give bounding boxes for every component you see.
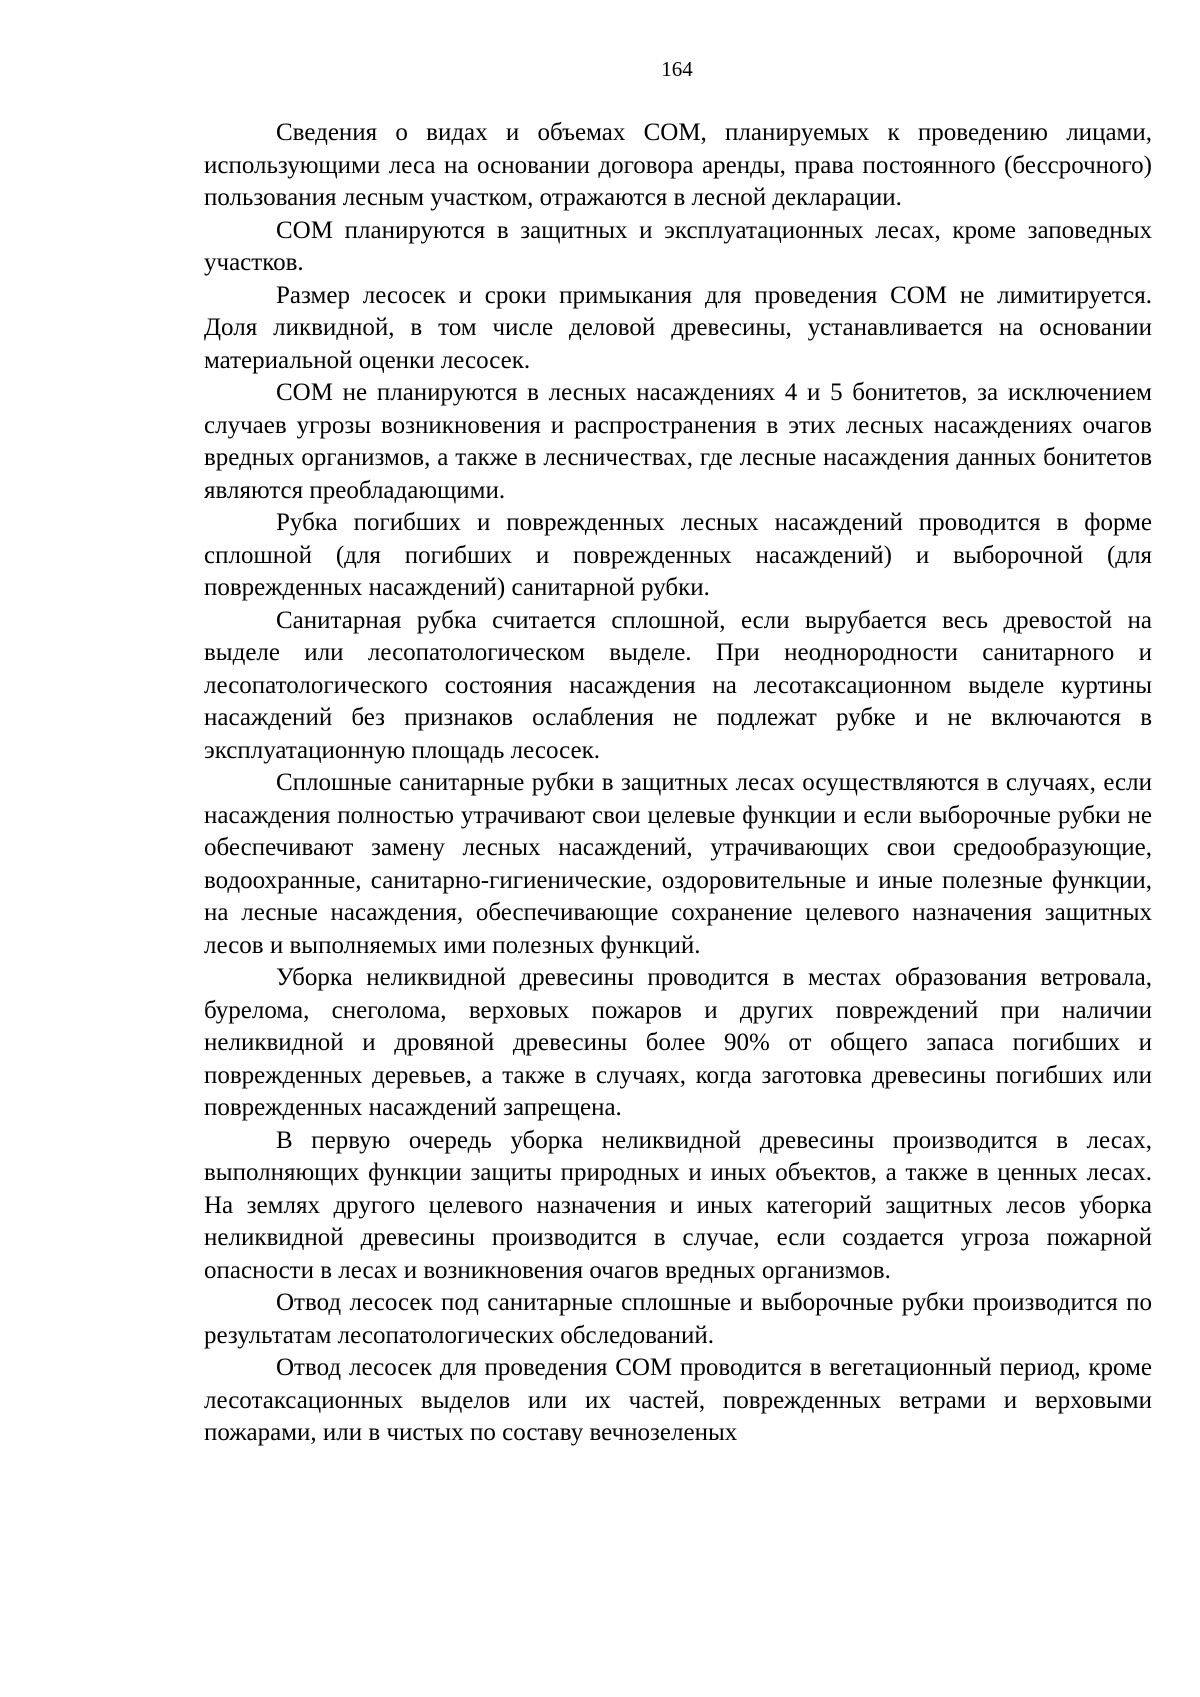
paragraph: СОМ планируются в защитных и эксплуатационных лесах, кроме заповедных участков. (204, 216, 1152, 276)
paragraph-continued: Отвод лесосек для проведения СОМ проводится в вегетационный период, кроме лесотаксационных выделов или их частей, поврежденных ветрами и верховыми пожарами, или в чистых по составу вечнозеленых (204, 1354, 1152, 1446)
paragraph: Санитарная рубка считается сплошной, если вырубается весь древостой на выделе или лесопатологическом выделе. При неоднородности санитарного и лесопатологического состояния насаждения на лесотаксационном выделе куртины насаждений без признаков ослабления не подлежат рубке и не включаются в эксплуатационную площадь лесосек. (204, 606, 1152, 764)
paragraph: Рубка погибших и поврежденных лесных насаждений проводится в форме сплошной (для погибших и поврежденных насаждений) и выборочной (для поврежденных насаждений) санитарной рубки. (204, 509, 1152, 601)
paragraph: Размер лесосек и сроки примыкания для проведения СОМ не лимитируется. Доля ликвидной, в том числе деловой древесины, устанавливается на основании материальной оценки лесосек. (204, 281, 1152, 374)
paragraph: Отвод лесосек под санитарные сплошные и выборочные рубки производится по результатам лесопатологических обследований. (204, 1289, 1152, 1349)
page-number: 164 (661, 57, 693, 81)
paragraph: Уборка неликвидной древесины проводится в местах образования ветровала, бурелома, снеголома, верховых пожаров и других повреждений при наличии неликвидной и дровяной древесины более 90% от общего запаса погибших и поврежденных деревьев, а также в случаях, когда заготовка древесины погибших или поврежденных насаждений запрещена. (204, 964, 1152, 1121)
body-text (204, 117, 1152, 1450)
paragraph: Сплошные санитарные рубки в защитных лесах осуществляются в случаях, если насаждения полностью утрачивают свои целевые функции и если выборочные рубки не обеспечивают замену лесных насаждений, утрачивающих свои средообразующие, водоохранные, санитарно-гигиенические, оздоровительные и иные полезные функции, на лесные насаждения, обеспечивающие сохранение целевого назначения защитных лесов и выполняемых ими полезных функций. (204, 769, 1152, 959)
paragraph: В первую очередь уборка неликвидной древесины производится в лесах, выполняющих функции защиты природных и иных объектов, а также в ценных лесах. На землях другого целевого назначения и иных категорий защитных лесов уборка неликвидной древесины производится в случае, если создается угроза пожарной опасности в лесах и возникновения очагов вредных организмов. (204, 1126, 1152, 1284)
paragraph: Сведения о видах и объемах СОМ, планируемых к проведению лицами, использующими леса на основании договора аренды, права постоянного (бессрочного) пользования лесным участком, отражаются в лесной декларации. (204, 119, 1152, 211)
paragraph: СОМ не планируются в лесных насаждениях 4 и 5 бонитетов, за исключением случаев угрозы возникновения и распространения в этих лесных насаждениях очагов вредных организмов, а также в лесничествах, где лесные насаждения данных бонитетов являются преобладающими. (204, 379, 1152, 504)
